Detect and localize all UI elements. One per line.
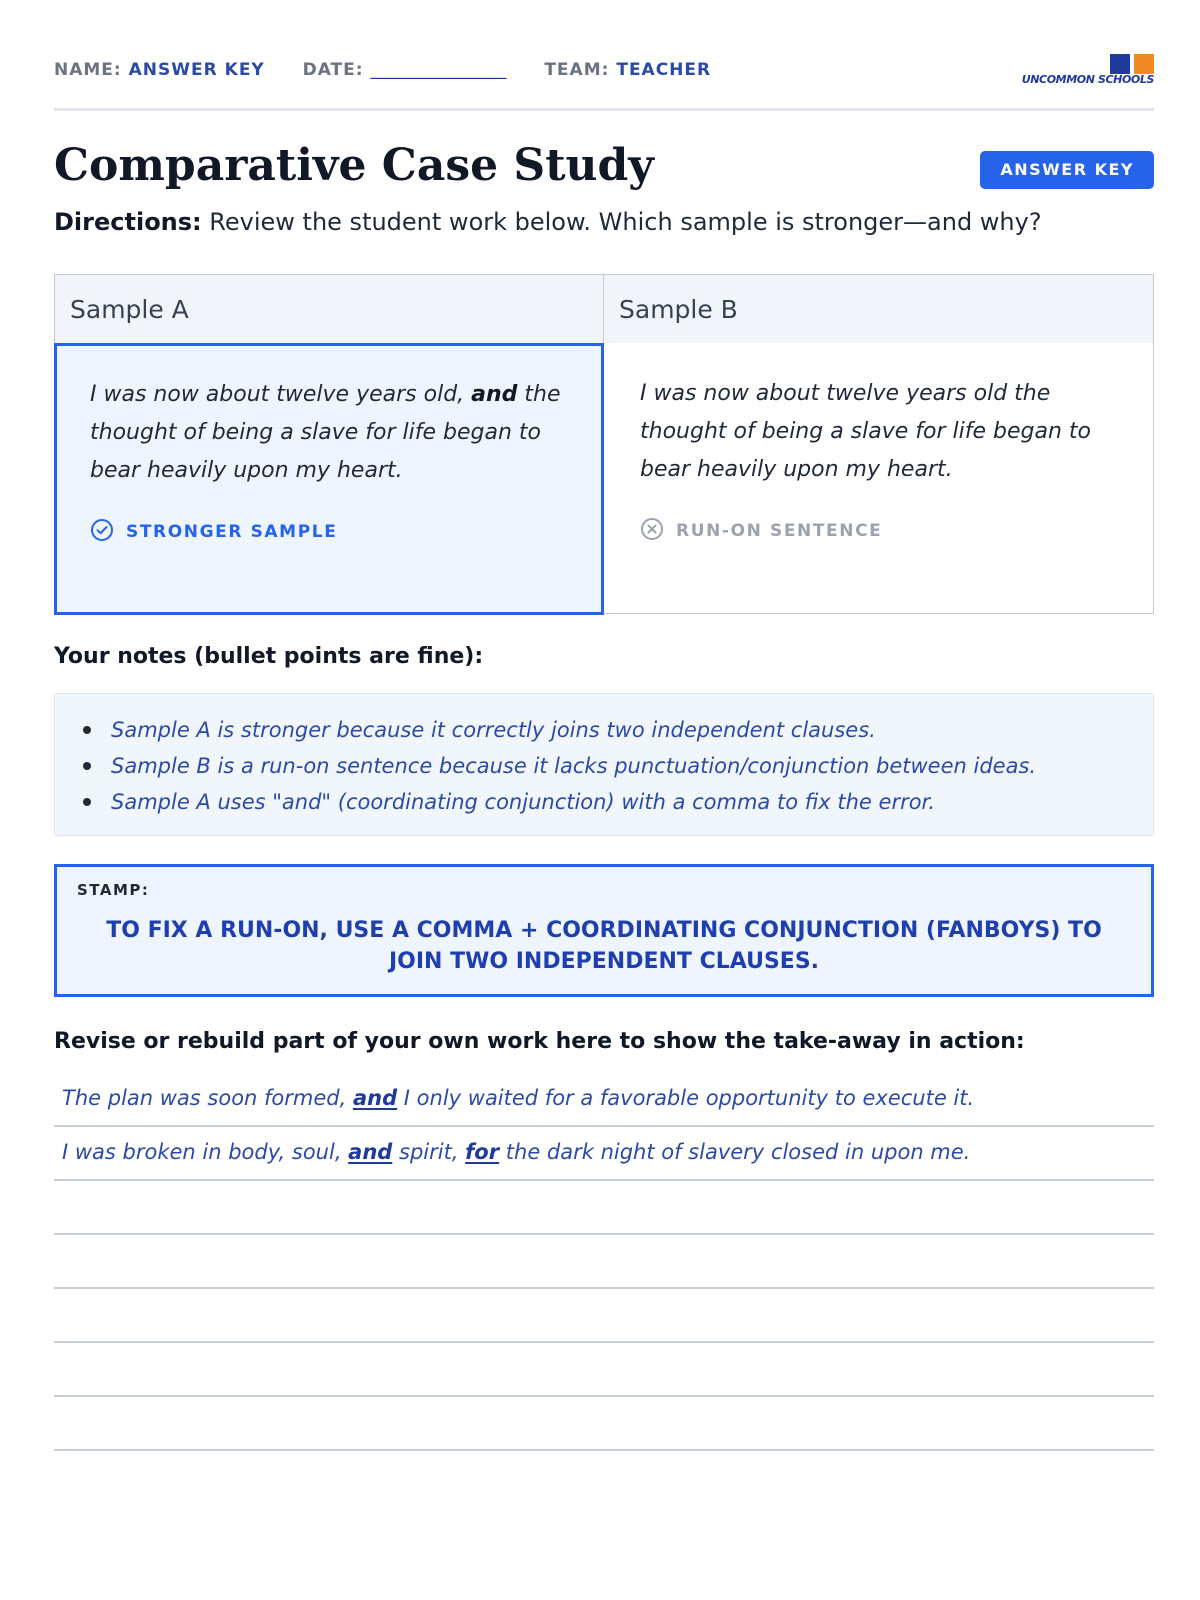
sample-a-status: [90, 518, 337, 542]
notes-list: [83, 712, 1036, 820]
date-value: ________________: [370, 60, 507, 80]
writing-line[interactable]: [54, 1342, 1154, 1397]
uncommon-schools-logo: [1004, 54, 1154, 94]
revision-line-1: The plan was soon formed, and I only waited for a favorable opportunity to execute it.: [62, 1086, 975, 1110]
directions: [54, 208, 1042, 236]
sample-b-quote: I was now about twelve years old the thought of being a slave for life began to bear heavily upon my heart.: [640, 381, 1091, 482]
stronger-sample-label: STRONGER SAMPLE: [126, 522, 338, 542]
conjunction-for: for: [465, 1140, 500, 1164]
note-item: Sample A uses "and" (coordinating conjunction) with a comma to fix the error.: [83, 784, 1036, 820]
stamp-label: STAMP:: [77, 881, 150, 899]
logo-square-orange: [1134, 54, 1154, 74]
conjunction-and: and: [352, 1086, 398, 1110]
date-label: DATE:: [302, 60, 364, 80]
name-value: ANSWER KEY: [128, 60, 265, 80]
x-circle-icon: [640, 517, 664, 541]
conjunction-and: and: [348, 1140, 393, 1164]
sample-b-status: [640, 517, 882, 541]
page-title: Comparative Case Study: [54, 140, 654, 191]
sample-a-card: [54, 343, 604, 615]
student-info: [54, 60, 711, 80]
writing-line[interactable]: [54, 1396, 1154, 1451]
run-on-label: RUN-ON SENTENCE: [676, 521, 883, 541]
stamp-box: [54, 864, 1154, 997]
sample-a-header: Sample A: [54, 274, 604, 344]
note-item: Sample B is a run-on sentence because it lacks punctuation/conjunction between ideas.: [83, 748, 1036, 784]
directions-text: Review the student work below. Which sample is stronger—and why?: [201, 208, 1042, 236]
revise-label: Revise or rebuild part of your own work here to show the take-away in action:: [54, 1029, 1025, 1054]
notes-label: Your notes (bullet points are fine):: [54, 644, 484, 669]
directions-label: Directions:: [54, 208, 202, 236]
notes-box[interactable]: [54, 693, 1154, 836]
check-circle-icon: [90, 518, 114, 542]
samples-table: [54, 274, 1154, 614]
team-value: TEACHER: [616, 60, 712, 80]
writing-line[interactable]: [54, 1180, 1154, 1235]
sample-a-conjunction: and: [471, 382, 518, 407]
logo-text: UNCOMMON SCHOOLS: [1021, 73, 1154, 86]
writing-line[interactable]: [54, 1072, 1154, 1127]
sample-b-header: Sample B: [604, 274, 1154, 344]
revision-line-2: I was broken in body, soul, and spirit, for the dark night of slavery closed in upon me.: [62, 1140, 971, 1164]
name-label: NAME:: [54, 60, 122, 80]
team-label: TEAM:: [544, 60, 610, 80]
sample-b-column: [604, 274, 1154, 614]
sample-b-card: [604, 343, 1154, 614]
sample-a-quote: I was now about twelve years old, and the thought of being a slave for life began to bear heavily upon my heart.: [90, 382, 561, 483]
logo-square-blue: [1110, 54, 1130, 74]
stamp-text: TO FIX A RUN-ON, USE A COMMA + COORDINATING CONJUNCTION (FANBOYS) TO JOIN TWO INDEPENDENT CLAUSES.: [106, 918, 1102, 974]
writing-line[interactable]: [54, 1288, 1154, 1343]
sample-a-column: [54, 274, 604, 614]
note-item: Sample A is stronger because it correctly joins two independent clauses.: [83, 712, 1036, 748]
writing-line[interactable]: [54, 1234, 1154, 1289]
writing-line[interactable]: [54, 1126, 1154, 1181]
worksheet-header: [54, 58, 1154, 111]
answer-key-badge: ANSWER KEY: [980, 151, 1154, 189]
